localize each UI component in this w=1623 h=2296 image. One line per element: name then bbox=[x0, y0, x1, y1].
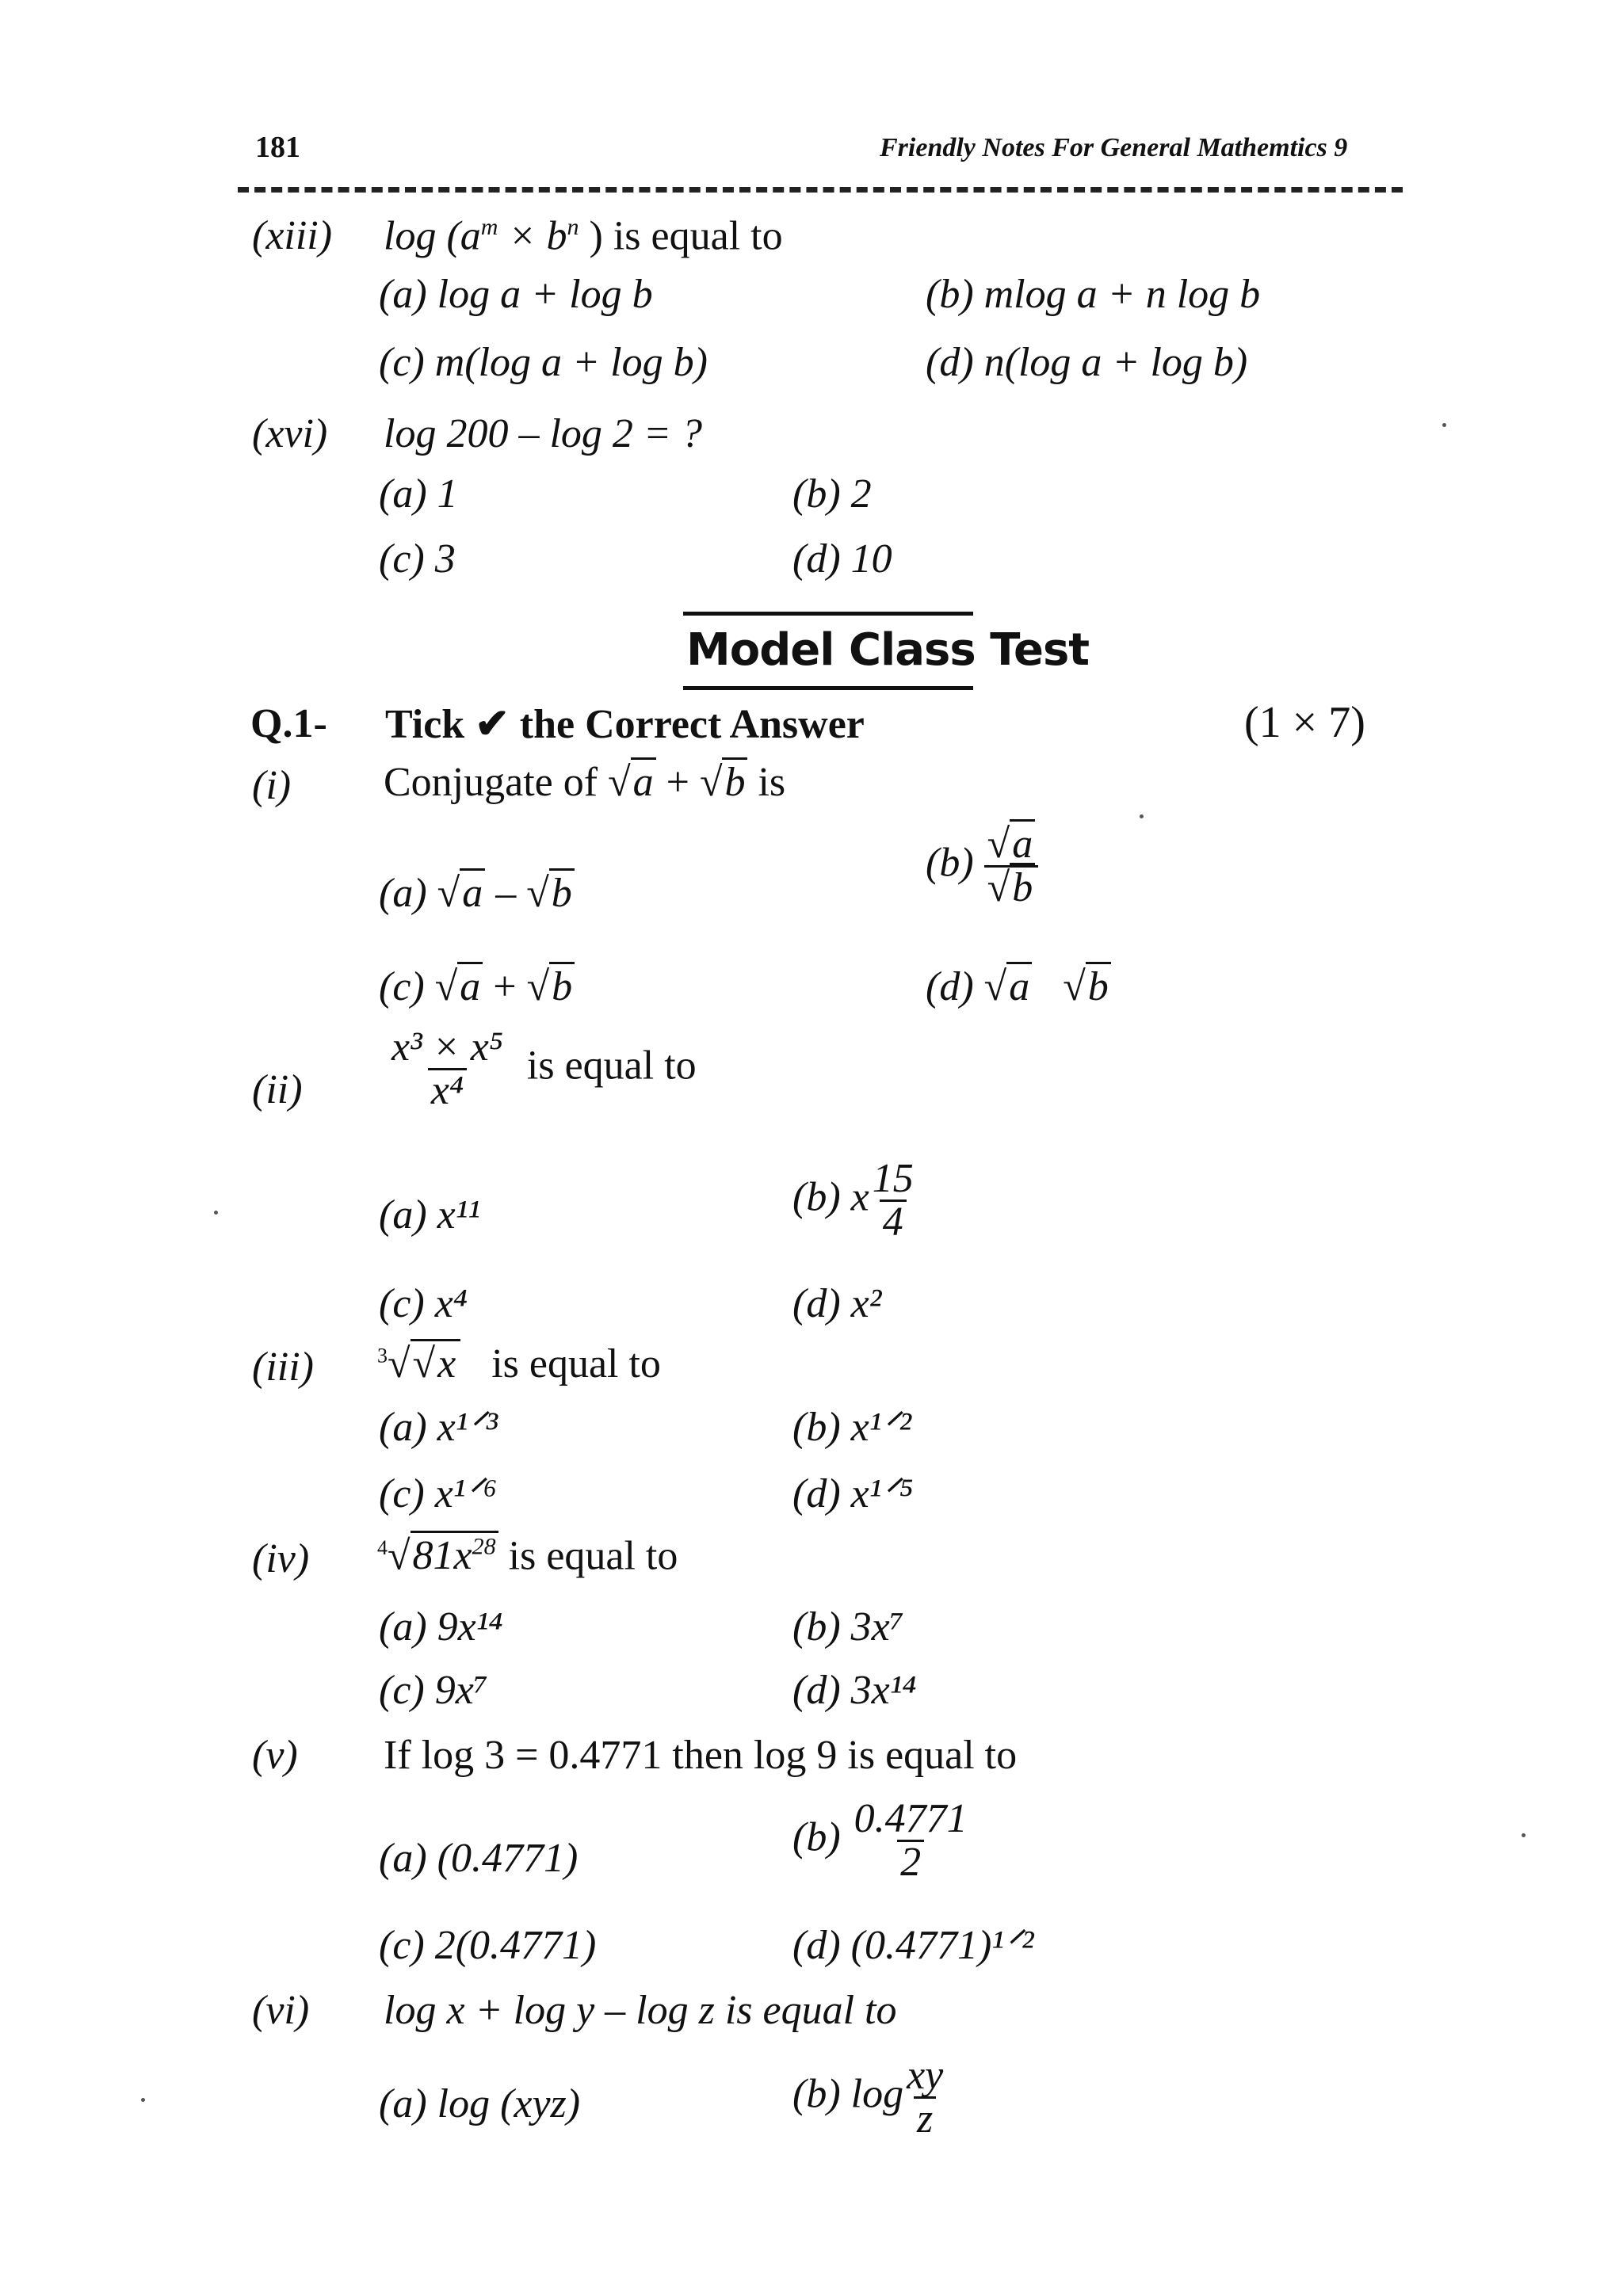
option-d[interactable]: (d) √a √b bbox=[926, 967, 1111, 1008]
option-b[interactable]: (b) 2 bbox=[792, 471, 872, 517]
scan-speck bbox=[141, 2098, 145, 2102]
option-d[interactable]: (d) 10 bbox=[792, 536, 892, 582]
title-rule-top bbox=[683, 612, 973, 616]
option-a[interactable]: (a) log a + log b bbox=[379, 272, 653, 317]
option-b[interactable]: (b) log $\frac{xy}{z}$ bbox=[792, 2053, 944, 2142]
book-title: Friendly Notes For General Mathemtics 9 bbox=[880, 133, 1348, 162]
question-stem: log x + log y – log z is equal to bbox=[384, 1988, 897, 2033]
question-label: (i) bbox=[252, 763, 292, 808]
section-title: Model Class Test bbox=[686, 624, 1090, 676]
option-b[interactable]: (b) x $\frac{15}{4}$ bbox=[792, 1156, 914, 1245]
question-stem: $\frac{\text{x³ × x⁵}}{\text{x⁴}}$ is equal to bbox=[391, 1024, 697, 1113]
question-stem: $^4√81x^{28}$ is equal to bbox=[377, 1535, 678, 1577]
option-c[interactable]: (c) 3 bbox=[379, 536, 456, 582]
question-number: Q.1- bbox=[250, 701, 327, 746]
question-stem: If log 3 = 0.4771 then log 9 is equal to bbox=[384, 1733, 1018, 1778]
option-d[interactable]: (d) x² bbox=[792, 1281, 882, 1326]
option-c[interactable]: (c) 2(0.4771) bbox=[379, 1923, 597, 1968]
option-a[interactable]: (a) 1 bbox=[379, 471, 458, 517]
option-a[interactable]: (a) x¹ᐟ³ bbox=[379, 1405, 498, 1450]
scan-speck bbox=[1442, 423, 1446, 427]
option-b[interactable]: (b) mlog a + n log b bbox=[926, 272, 1261, 317]
option-c[interactable]: (c) m(log a + log b) bbox=[379, 340, 708, 385]
option-d[interactable]: (d) 3x¹⁴ bbox=[792, 1668, 917, 1713]
option-c[interactable]: (c) 9x⁷ bbox=[379, 1668, 488, 1713]
question-label: (vi) bbox=[252, 1988, 310, 2033]
scan-speck bbox=[214, 1211, 218, 1215]
option-b[interactable]: (b) $\frac{√a}{√b}$ bbox=[926, 824, 1038, 909]
option-b[interactable]: (b) $\frac{0.4771}{2}$ bbox=[792, 1796, 968, 1885]
option-d[interactable]: (d) x¹ᐟ⁵ bbox=[792, 1471, 914, 1516]
scan-speck bbox=[1522, 1833, 1526, 1837]
option-c[interactable]: (c) x⁴ bbox=[379, 1281, 468, 1326]
question-stem: $^3$√√x is equal to bbox=[377, 1344, 661, 1385]
question-label: (xiii) bbox=[252, 213, 333, 258]
question-label: (v) bbox=[252, 1733, 298, 1778]
scan-speck bbox=[1140, 814, 1144, 818]
option-a[interactable]: (a) x¹¹ bbox=[379, 1192, 480, 1238]
option-b[interactable]: (b) 3x⁷ bbox=[792, 1604, 904, 1650]
instruction: Tick ✔ the Correct Answer bbox=[385, 702, 865, 747]
question-stem: log 200 – log 2 = ? bbox=[384, 411, 702, 456]
page-number: 181 bbox=[255, 131, 300, 164]
question-label: (xvi) bbox=[252, 411, 328, 456]
question-stem: $\log (a^m \times b^n$ ) is equal to bbox=[384, 213, 783, 259]
option-c[interactable]: (c) √a + √b bbox=[379, 967, 575, 1008]
option-a[interactable]: (a) √a – √b bbox=[379, 873, 575, 914]
option-d[interactable]: (d) n(log a + log b) bbox=[926, 340, 1248, 385]
question-label: (ii) bbox=[252, 1067, 303, 1112]
option-a[interactable]: (a) (0.4771) bbox=[379, 1836, 579, 1881]
title-rule-bottom bbox=[683, 686, 973, 690]
option-c[interactable]: (c) x¹ᐟ⁶ bbox=[379, 1471, 498, 1516]
option-d[interactable]: (d) (0.4771)¹ᐟ² bbox=[792, 1923, 1034, 1968]
question-label: (iv) bbox=[252, 1536, 310, 1581]
option-b[interactable]: (b) x¹ᐟ² bbox=[792, 1405, 911, 1450]
question-stem: Conjugate of √a + √b is bbox=[384, 762, 785, 803]
marks: (1 × 7) bbox=[1244, 698, 1365, 747]
question-label: (iii) bbox=[252, 1344, 314, 1390]
option-a[interactable]: (a) 9x¹⁴ bbox=[379, 1604, 503, 1650]
header-divider bbox=[238, 187, 1403, 193]
option-a[interactable]: (a) log (xyz) bbox=[379, 2081, 581, 2126]
